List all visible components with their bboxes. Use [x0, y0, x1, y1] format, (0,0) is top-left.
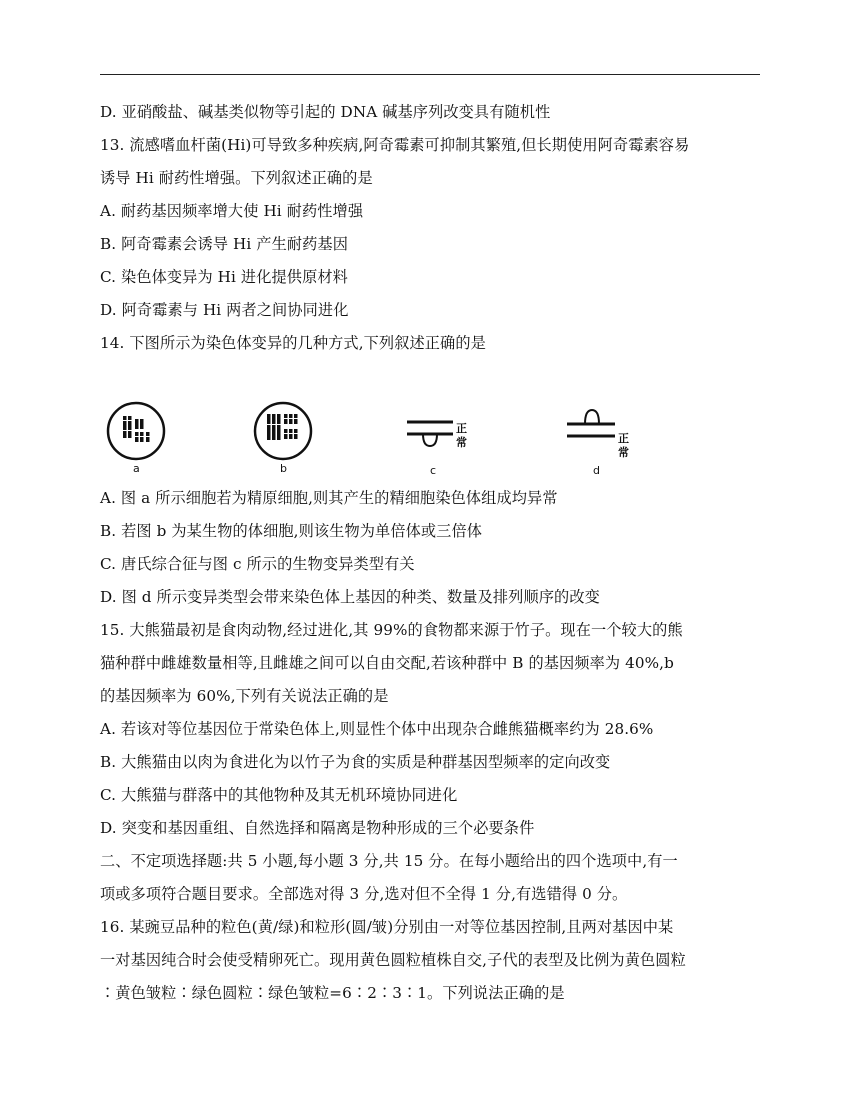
- header-rule: [100, 74, 760, 75]
- question-15-stem-cont: 猫种群中雌雄数量相等,且雌雄之间可以自由交配,若该种群中 B 的基因频率为 40%,b: [100, 654, 674, 672]
- figure-d-label: d: [593, 464, 600, 477]
- option-13b: B. 阿奇霉素会诱导 Hi 产生耐药基因: [100, 235, 349, 253]
- option-14a: A. 图 a 所示细胞若为精原细胞,则其产生的精细胞染色体组成均异常: [100, 489, 558, 507]
- figure-d-normal-2: 常: [618, 446, 629, 459]
- figure-b-label: b: [280, 462, 287, 475]
- question-14-stem: 14. 下图所示为染色体变异的几种方式,下列叙述正确的是: [100, 334, 486, 352]
- option-13d: D. 阿奇霉素与 Hi 两者之间协同进化: [100, 301, 349, 319]
- option-15c: C. 大熊猫与群落中的其他物种及其无机环境协同进化: [100, 786, 458, 804]
- question-13-stem: 13. 流感嗜血杆菌(Hi)可导致多种疾病,阿奇霉素可抑制其繁殖,但长期使用阿奇霉素容易: [100, 136, 690, 154]
- question-13-stem-cont: 诱导 Hi 耐药性增强。下列叙述正确的是: [100, 169, 373, 187]
- option-13a: A. 耐药基因频率增大使 Hi 耐药性增强: [100, 202, 364, 220]
- figure-c-normal-2: 常: [456, 436, 467, 449]
- option-13c: C. 染色体变异为 Hi 进化提供原材料: [100, 268, 348, 286]
- text-line: D. 亚硝酸盐、碱基类似物等引起的 DNA 碱基序列改变具有随机性: [100, 103, 551, 121]
- figure-c-diagram: [405, 412, 457, 460]
- figure-c-label: c: [430, 464, 437, 477]
- option-15a: A. 若该对等位基因位于常染色体上,则显性个体中出现杂合雌熊猫概率约为 28.6%: [100, 720, 654, 738]
- question-15-stem: 15. 大熊猫最初是食肉动物,经过进化,其 99%的食物都来源于竹子。现在一个较大的熊: [100, 621, 683, 639]
- figure-d-diagram: [565, 404, 619, 452]
- question-15-stem-cont-2: 的基因频率为 60%,下列有关说法正确的是: [100, 687, 389, 705]
- figure-a-cell: [106, 400, 168, 466]
- section-2-heading: 二、不定项选择题:共 5 小题,每小题 3 分,共 15 分。在每小题给出的四个选项中,有一: [100, 852, 678, 870]
- question-16-stem-cont-2: ∶黄色皱粒∶绿色圆粒∶绿色皱粒=6∶2∶3∶1。下列说法正确的是: [100, 984, 565, 1002]
- option-14c: C. 唐氏综合征与图 c 所示的生物变异类型有关: [100, 555, 415, 573]
- question-16-stem-cont: 一对基因纯合时会使受精卵死亡。现用黄色圆粒植株自交,子代的表型及比例为黄色圆粒: [100, 951, 686, 969]
- figure-d-normal-1: 正: [618, 432, 629, 445]
- option-14d: D. 图 d 所示变异类型会带来染色体上基因的种类、数量及排列顺序的改变: [100, 588, 600, 606]
- figure-b-cell: [252, 400, 314, 466]
- option-15d: D. 突变和基因重组、自然选择和隔离是物种形成的三个必要条件: [100, 819, 535, 837]
- chromosome-variation-figures: [100, 390, 660, 485]
- question-16-stem: 16. 某豌豆品种的粒色(黄/绿)和粒形(圆/皱)分别由一对等位基因控制,且两对基因中某: [100, 918, 674, 936]
- figure-a-label: a: [133, 462, 140, 475]
- section-2-instructions: 项或多项符合题目要求。全部选对得 3 分,选对但不全得 1 分,有选错得 0 分。: [100, 885, 628, 903]
- figure-c-normal-1: 正: [456, 422, 467, 435]
- option-15b: B. 大熊猫由以肉为食进化为以竹子为食的实质是种群基因型频率的定向改变: [100, 753, 611, 771]
- option-14b: B. 若图 b 为某生物的体细胞,则该生物为单倍体或三倍体: [100, 522, 483, 540]
